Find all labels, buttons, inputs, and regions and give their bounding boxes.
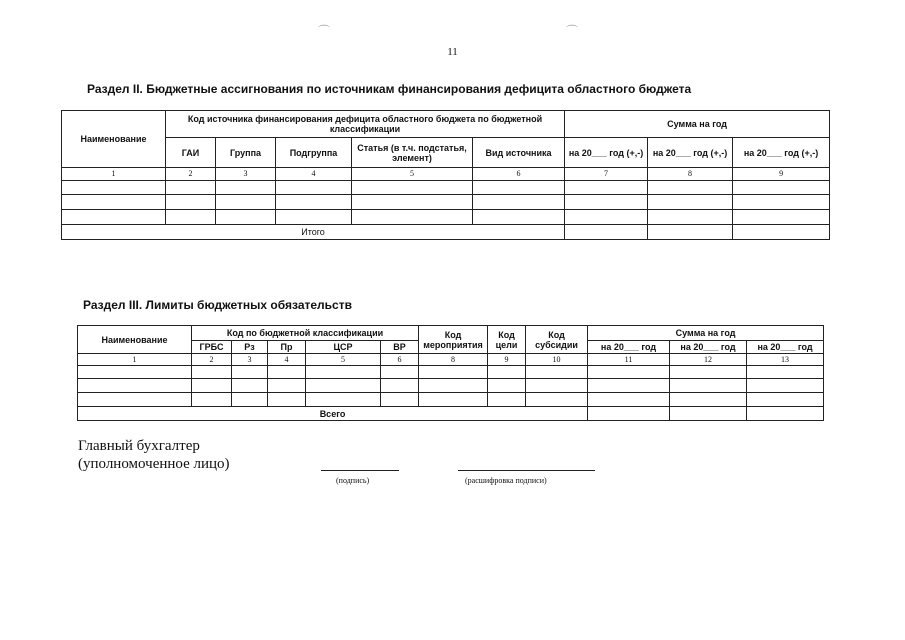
header-year-1: на 20___ год	[588, 341, 670, 354]
column-number: 10	[526, 354, 588, 366]
table-cell[interactable]	[526, 379, 588, 393]
column-number: 6	[381, 354, 419, 366]
table-cell[interactable]	[62, 210, 166, 225]
header-code-group: Код по бюджетной классификации	[192, 326, 419, 341]
table-cell[interactable]	[352, 210, 473, 225]
table-cell[interactable]	[588, 407, 670, 421]
header-measure-code: Код мероприятия	[419, 326, 488, 354]
header-year-2: на 20___ год (+,-)	[648, 138, 733, 168]
table-cell[interactable]	[648, 210, 733, 225]
table-cell[interactable]	[670, 366, 747, 379]
table-cell[interactable]	[565, 210, 648, 225]
table-cell[interactable]	[306, 366, 381, 379]
table-cell[interactable]	[381, 366, 419, 379]
table-cell[interactable]	[268, 393, 306, 407]
table-cell[interactable]	[419, 379, 488, 393]
table-cell[interactable]	[62, 195, 166, 210]
header-source-type: Вид источника	[473, 138, 565, 168]
signature-decode-line[interactable]	[458, 470, 595, 471]
total-row	[78, 407, 824, 421]
table-cell[interactable]	[648, 181, 733, 195]
table-cell[interactable]	[192, 379, 232, 393]
header-subgroup: Подгруппа	[276, 138, 352, 168]
column-number: 5	[352, 168, 473, 181]
header-grbs: ГРБС	[192, 341, 232, 354]
header-pr: Пр	[268, 341, 306, 354]
table-cell[interactable]	[648, 225, 733, 240]
table-cell[interactable]	[166, 195, 216, 210]
table-cell[interactable]	[526, 366, 588, 379]
table-cell[interactable]	[488, 393, 526, 407]
table-cell[interactable]	[747, 366, 824, 379]
table-cell[interactable]	[216, 195, 276, 210]
table-cell[interactable]	[381, 379, 419, 393]
header-year-3: на 20___ год (+,-)	[733, 138, 830, 168]
column-number: 12	[670, 354, 747, 366]
column-number: 4	[268, 354, 306, 366]
table-cell[interactable]	[733, 181, 830, 195]
signatory-subtitle: (уполномоченное лицо)	[78, 456, 230, 472]
table-cell[interactable]	[352, 195, 473, 210]
table-row	[62, 210, 830, 225]
table-row	[78, 366, 824, 379]
column-number: 3	[232, 354, 268, 366]
column-number: 8	[419, 354, 488, 366]
table-row	[78, 393, 824, 407]
table-cell[interactable]	[565, 181, 648, 195]
table-cell[interactable]	[276, 195, 352, 210]
scan-mark: ⌒	[566, 24, 579, 38]
column-number: 7	[565, 168, 648, 181]
table-cell[interactable]	[670, 393, 747, 407]
page-number: 11	[447, 46, 458, 58]
table-cell[interactable]	[733, 210, 830, 225]
column-number: 2	[192, 354, 232, 366]
header-name: Наименование	[62, 111, 166, 168]
table-cell[interactable]	[216, 181, 276, 195]
header-article: Статья (в т.ч. подстатья, элемент)	[352, 138, 473, 168]
header-sum-group: Сумма на год	[588, 326, 824, 341]
table-cell[interactable]	[648, 195, 733, 210]
table-cell[interactable]	[232, 366, 268, 379]
header-gai: ГАИ	[166, 138, 216, 168]
table-cell[interactable]	[268, 379, 306, 393]
table-cell[interactable]	[166, 210, 216, 225]
table-row	[62, 181, 830, 195]
section3-table	[77, 325, 824, 421]
table-cell[interactable]	[419, 393, 488, 407]
header-name: Наименование	[78, 326, 192, 354]
table-cell[interactable]	[473, 181, 565, 195]
total-label: Всего	[78, 407, 588, 421]
column-number: 9	[733, 168, 830, 181]
header-year-2: на 20___ год	[670, 341, 747, 354]
table-cell[interactable]	[268, 366, 306, 379]
header-sum-group: Сумма на год	[565, 111, 830, 138]
table-cell[interactable]	[473, 210, 565, 225]
column-number: 11	[588, 354, 670, 366]
table-cell[interactable]	[670, 379, 747, 393]
column-number: 1	[62, 168, 166, 181]
header-group: Группа	[216, 138, 276, 168]
column-numbers-row	[78, 354, 824, 366]
column-number: 8	[648, 168, 733, 181]
section3-heading: Раздел III. Лимиты бюджетных обязательств	[83, 298, 352, 312]
signature-decode-caption: (расшифровка подписи)	[465, 476, 547, 485]
header-subsidy-code: Код субсидии	[526, 326, 588, 354]
signature-caption: (подпись)	[336, 476, 370, 485]
table-cell[interactable]	[352, 181, 473, 195]
table-row	[62, 195, 830, 210]
column-number: 3	[216, 168, 276, 181]
header-code-group: Код источника финансирования дефицита областного бюджета по бюджетной классификации	[166, 111, 565, 138]
table-cell[interactable]	[381, 393, 419, 407]
table-cell[interactable]	[588, 393, 670, 407]
table-cell[interactable]	[733, 195, 830, 210]
table-cell[interactable]	[747, 393, 824, 407]
table-cell[interactable]	[306, 393, 381, 407]
table-cell[interactable]	[565, 195, 648, 210]
table-cell[interactable]	[306, 379, 381, 393]
table-cell[interactable]	[747, 379, 824, 393]
table-cell[interactable]	[733, 225, 830, 240]
total-row	[62, 225, 830, 240]
table-cell[interactable]	[588, 366, 670, 379]
header-year-3: на 20___ год	[747, 341, 824, 354]
table-cell[interactable]	[488, 379, 526, 393]
column-number: 5	[306, 354, 381, 366]
header-goal-code: Код цели	[488, 326, 526, 354]
header-csr: ЦСР	[306, 341, 381, 354]
header-year-1: на 20___ год (+,-)	[565, 138, 648, 168]
table-cell[interactable]	[78, 393, 192, 407]
column-number: 4	[276, 168, 352, 181]
header-rz: Рз	[232, 341, 268, 354]
table-cell[interactable]	[419, 366, 488, 379]
column-number: 1	[78, 354, 192, 366]
table-cell[interactable]	[526, 393, 588, 407]
table-cell[interactable]	[473, 195, 565, 210]
total-label: Итого	[62, 225, 565, 240]
scan-mark: ⌒	[318, 24, 331, 38]
signature-line[interactable]	[321, 470, 399, 471]
table-cell[interactable]	[747, 407, 824, 421]
table-cell[interactable]	[232, 379, 268, 393]
table-cell[interactable]	[216, 210, 276, 225]
section2-table	[61, 110, 830, 240]
table-cell[interactable]	[78, 379, 192, 393]
table-cell[interactable]	[62, 181, 166, 195]
column-number: 13	[747, 354, 824, 366]
column-number: 6	[473, 168, 565, 181]
column-numbers-row	[62, 168, 830, 181]
table-cell[interactable]	[192, 393, 232, 407]
table-cell[interactable]	[166, 181, 216, 195]
table-cell[interactable]	[488, 366, 526, 379]
section2-heading: Раздел II. Бюджетные ассигнования по источникам финансирования дефицита областного бюджета	[87, 82, 692, 96]
column-number: 2	[166, 168, 216, 181]
table-cell[interactable]	[670, 407, 747, 421]
table-cell[interactable]	[276, 210, 352, 225]
header-vr: ВР	[381, 341, 419, 354]
table-cell[interactable]	[276, 181, 352, 195]
table-cell[interactable]	[232, 393, 268, 407]
table-cell[interactable]	[588, 379, 670, 393]
table-cell[interactable]	[192, 366, 232, 379]
signatory-title: Главный бухгалтер	[78, 438, 200, 454]
column-number: 9	[488, 354, 526, 366]
table-row	[78, 379, 824, 393]
table-cell[interactable]	[78, 366, 192, 379]
table-cell[interactable]	[565, 225, 648, 240]
